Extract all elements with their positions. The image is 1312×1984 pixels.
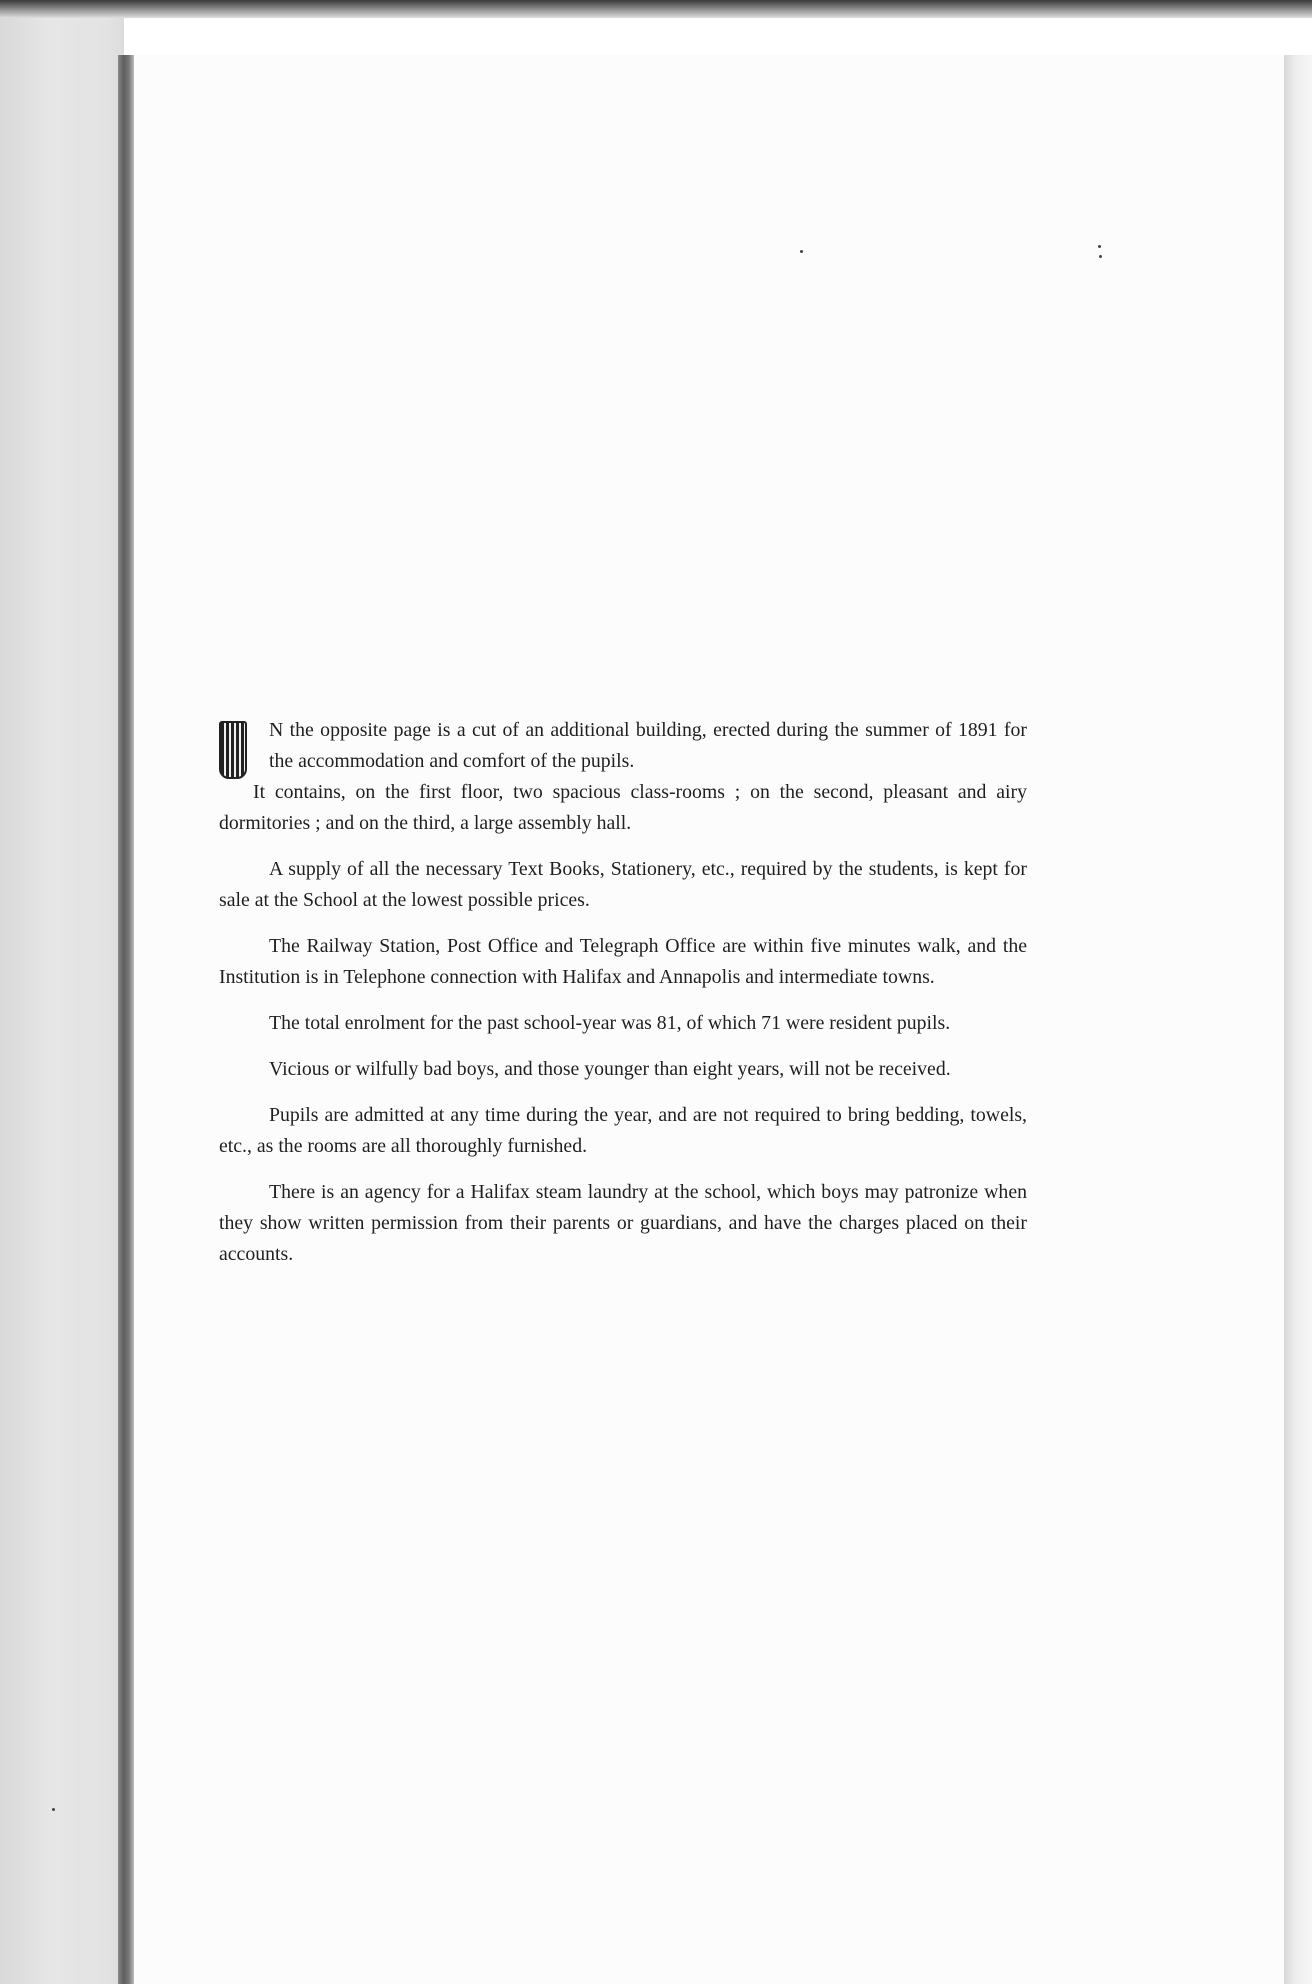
scan-background-top xyxy=(0,0,1312,18)
dust-speck xyxy=(1099,255,1102,258)
paragraph-supplies: A supply of all the necessary Text Books, Stationery, etc., required by the students, is kept for sale at the School at the lowest possible prices. xyxy=(219,858,1027,911)
drop-cap-icon xyxy=(219,721,247,779)
dust-speck xyxy=(1098,245,1101,248)
paragraph-enrolment: The total enrolment for the past school-year was 81, of which 71 were resident pupils. xyxy=(269,1012,951,1034)
dust-speck xyxy=(52,1808,55,1811)
drop-cap-letter xyxy=(221,723,245,777)
page-binding-edge xyxy=(118,55,134,1984)
document-body xyxy=(219,715,1027,1285)
scan-background-left xyxy=(0,0,124,1984)
paragraph-text: It contains, on the first floor, two spacious class-rooms ; on the second, pleasant and airy dormitories ; and on the third, a large assembly hall. xyxy=(219,781,1027,834)
dust-speck xyxy=(800,250,803,253)
paragraph-intro xyxy=(219,715,1027,839)
paragraph-lead: N the opposite page is a cut of an additional building, erected during the summer of 1891 for the accommodation and comfort of the pupils. xyxy=(269,719,1027,772)
paragraph-laundry: There is an agency for a Halifax steam laundry at the school, which boys may patronize when they show written permission from their parents or guardians, and have the charges placed on their accounts. xyxy=(219,1181,1027,1265)
paragraph-admission-restriction: Vicious or wilfully bad boys, and those younger than eight years, will not be received. xyxy=(269,1058,951,1080)
paragraph-location: The Railway Station, Post Office and Telegraph Office are within five minutes walk, and the Institution is in Telephone connection with Halifax and Annapolis and intermediate towns. xyxy=(219,935,1027,988)
page-right-edge xyxy=(1284,55,1312,1984)
paragraph-admission-time: Pupils are admitted at any time during the year, and are not required to bring bedding, towels, etc., as the rooms are all thoroughly furnished. xyxy=(219,1104,1027,1157)
